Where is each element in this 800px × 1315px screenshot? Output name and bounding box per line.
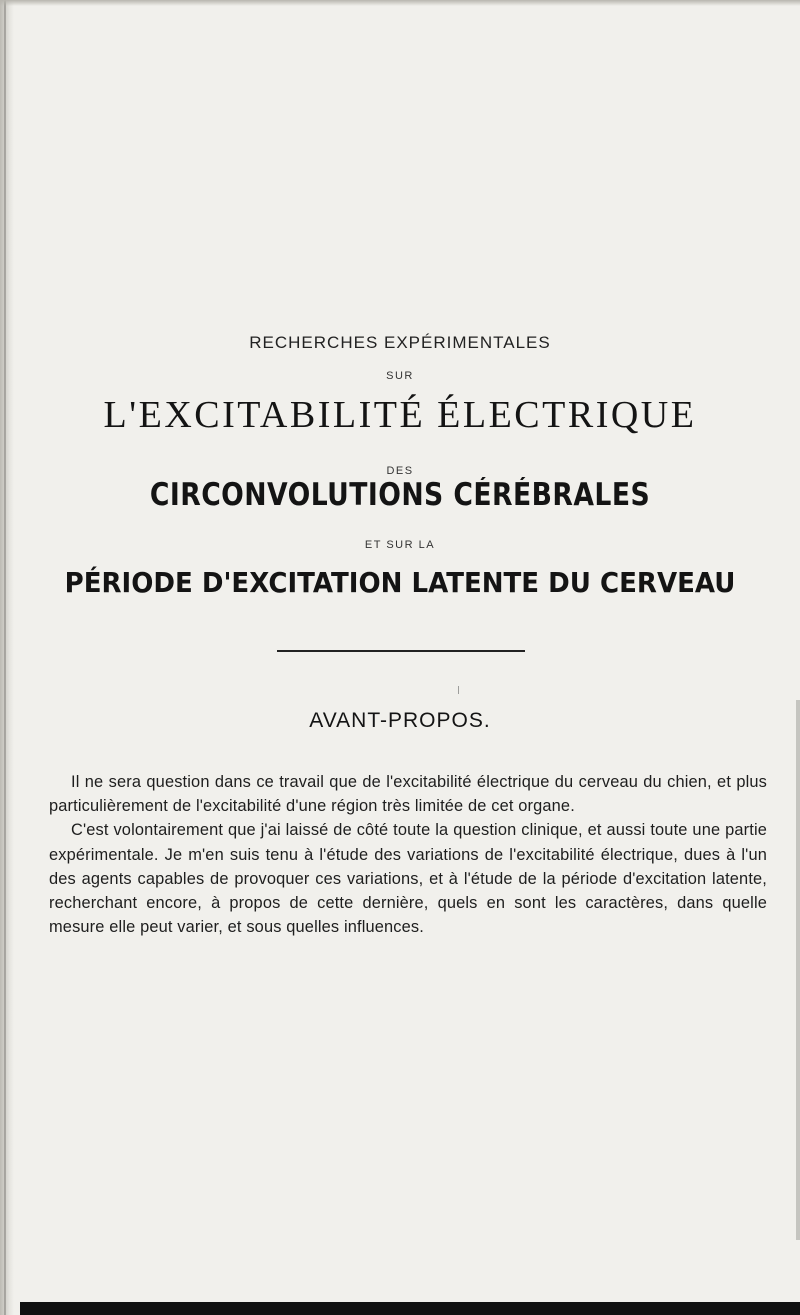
period-title: PÉRIODE D'EXCITATION LATENTE DU CERVEAU [64, 566, 736, 599]
body-text [49, 770, 767, 939]
sub-title: CIRCONVOLUTIONS CÉRÉBRALES [149, 477, 651, 513]
paragraph: Il ne sera question dans ce travail que de l'excitabilité électrique du cerveau du chien, et plus particulièrement de l'excitabilité d'une région très limitée de cet organe. [49, 773, 767, 816]
kicker-title: RECHERCHES EXPÉRIMENTALES [249, 333, 551, 352]
connector-sur: SUR [386, 370, 414, 382]
section-heading: AVANT-PROPOS. [309, 709, 491, 732]
binding-edge [0, 0, 14, 1315]
binding-line [4, 0, 6, 1315]
page-shadow-top [0, 0, 800, 6]
paragraph: C'est volontairement que j'ai laissé de côté toute la question clinique, et aussi toute une partie expérimentale. Je m'en suis tenu à l'étude des variations de l'excitabilité électrique, dues à l'un des agents capables de provoquer ces variations, et à l'étude de la période d'excitation latente, recherchant encore, à propos de cette dernière, quels en sont les caractères, dans quelle mesure elle peut varier, et sous quelles influences. [49, 821, 767, 937]
connector-des: DES [386, 465, 414, 477]
main-title: L'EXCITABILITÉ ÉLECTRIQUE [103, 394, 697, 436]
bottom-scan-edge [20, 1302, 800, 1315]
right-page-edge [796, 700, 800, 1240]
section-divider [277, 650, 525, 652]
connector-et-sur-la: ET SUR LA [364, 539, 436, 551]
divider-mark [458, 686, 459, 694]
